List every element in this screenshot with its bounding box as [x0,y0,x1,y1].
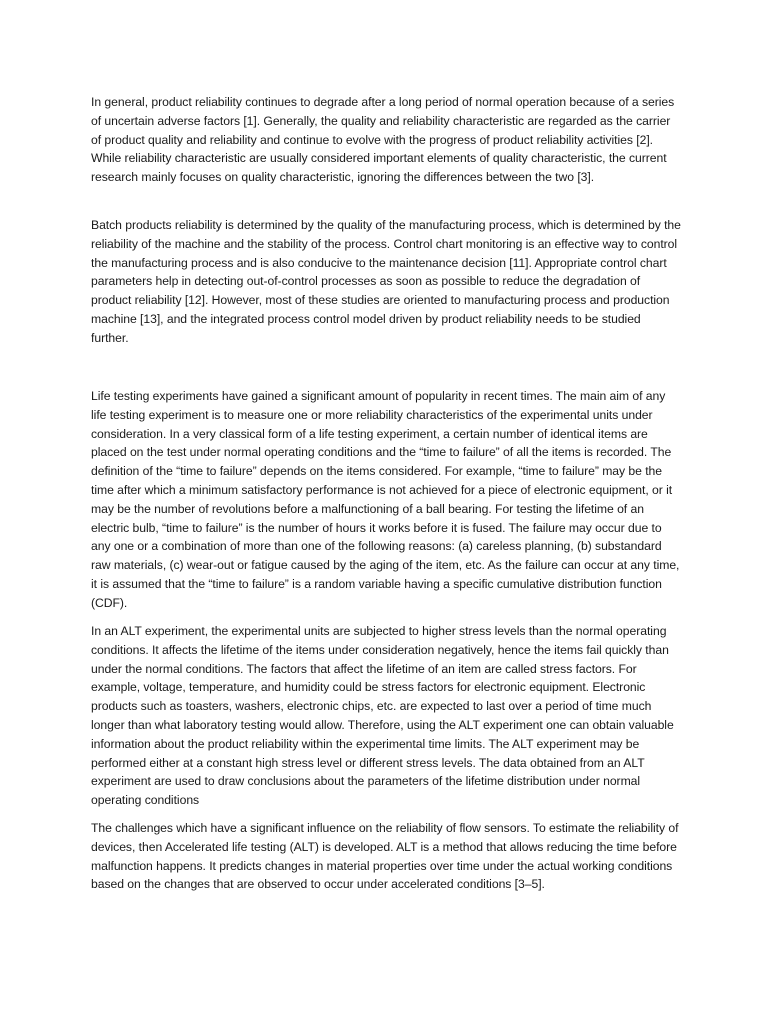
paragraph-life-testing: Life testing experiments have gained a significant amount of popularity in recent times. The main aim of any life testing experiment is to measure one or more reliability characteristics of the experimental units under consideration. In a very classical form of a life testing experiment, a certain number of identical items are placed on the test under normal operating conditions and the “time to failure” of all the items is recorded. The definition of the “time to failure” depends on the items considered. For example, “time to failure” may be the time after which a minimum satisfactory performance is not achieved for a piece of electronic equipment, or it may be the number of revolutions before a malfunctioning of a ball bearing. For testing the lifetime of an electric bulb, “time to failure” is the number of hours it works before it is fused. The failure may occur due to any one or a combination of more than one of the following reasons: (a) careless planning, (b) substandard raw materials, (c) wear-out or fatigue caused by the aging of the item, etc. As the failure can occur at any time, it is assumed that the “time to failure” is a random variable having a specific cumulative distribution function (CDF). [91,389,680,610]
paragraph-batch-products: Batch products reliability is determined by the quality of the manufacturing process, which is determined by the reliability of the machine and the stability of the process. Control chart monitoring is an effective way to control the manufacturing process and is also conducive to the maintenance decision [11]. Appropriate control chart parameters help in detecting out-of-control processes as soon as possible to reduce the degradation of product reliability [12]. However, most of these studies are oriented to manufacturing process and production machine [13], and the integrated process control model driven by product reliability needs to be studied further. [91,218,681,345]
paragraph-alt-experiment: In an ALT experiment, the experimental units are subjected to higher stress levels than the normal operating conditions. It affects the lifetime of the items under consideration negatively, hence the items fail quickly than under the normal conditions. The factors that affect the lifetime of an item are called stress factors. For example, voltage, temperature, and humidity could be stress factors for electronic equipment. Electronic products such as toasters, washers, electronic chips, etc. are expected to last over a period of time much longer than what laboratory testing would allow. Therefore, using the ALT experiment one can obtain valuable information about the product reliability within the experimental time limits. The ALT experiment may be performed either at a constant high stress level or different stress levels. The data obtained from an ALT experiment are used to draw conclusions about the parameters of the lifetime distribution under normal operating conditions [91,624,674,808]
paragraph-product-reliability: In general, product reliability continues to degrade after a long period of normal operation because of a series of uncertain adverse factors [1]. Generally, the quality and reliability characteristic are regarded as the carrier of product quality and reliability and continue to evolve with the progress of product reliability activities [2]. While reliability characteristic are usually considered important elements of quality characteristic, the current research mainly focuses on quality characteristic, ignoring the differences between the two [3]. [91,95,675,185]
paragraph-flow-sensors: The challenges which have a significant influence on the reliability of flow sensors. To estimate the reliability of devices, then Accelerated life testing (ALT) is developed. ALT is a method that allows reducing the time before malfunction happens. It predicts changes in material properties over time under the actual working conditions based on the changes that are observed to occur under accelerated conditions [3–5]. [91,821,679,892]
